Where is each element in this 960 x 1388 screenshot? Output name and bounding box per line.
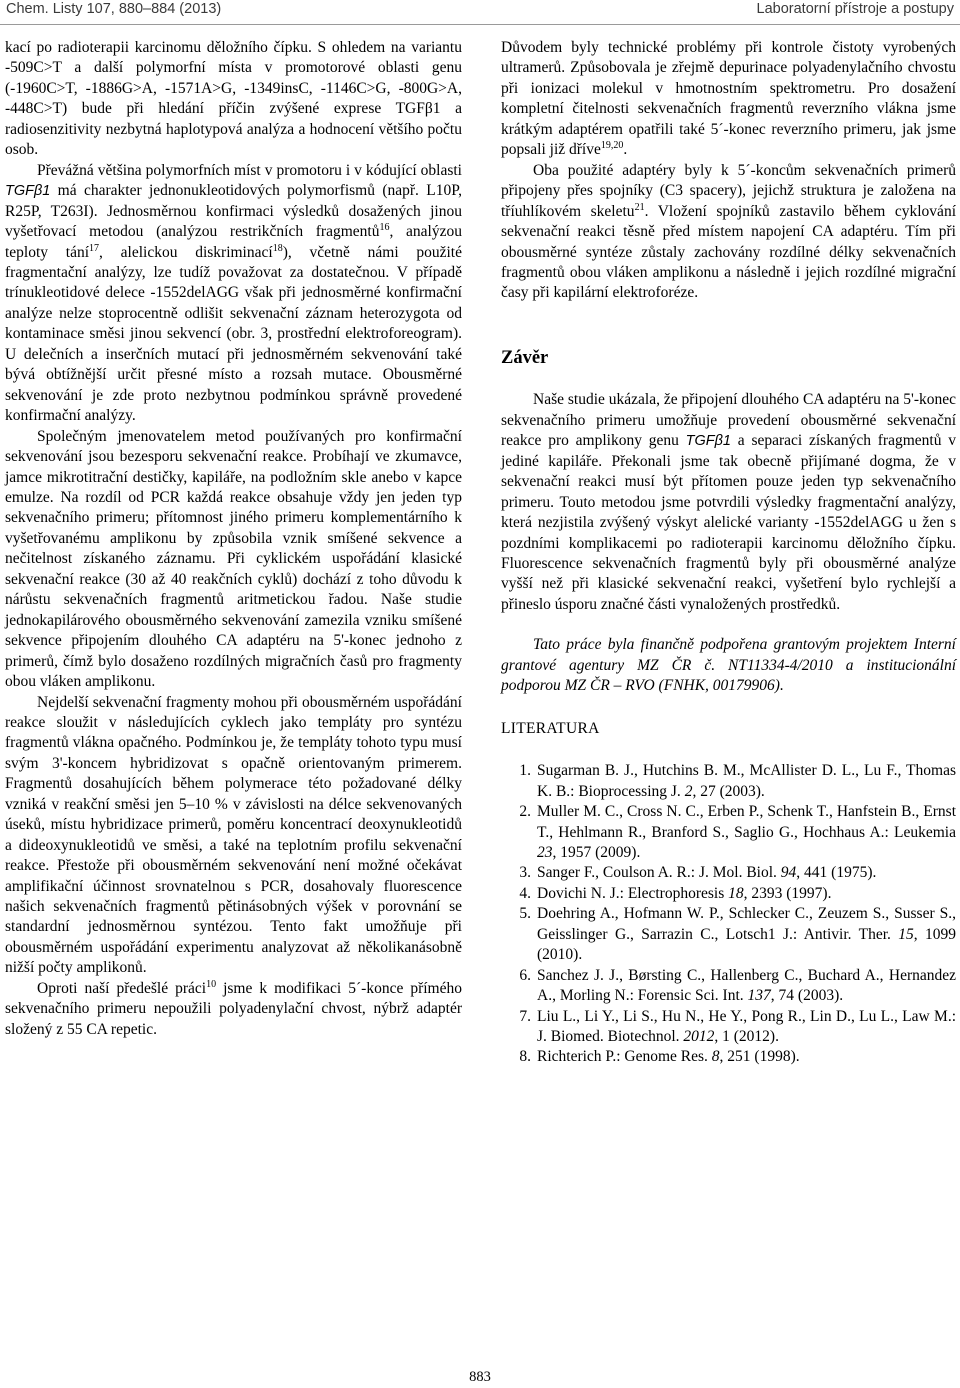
reference-item (501, 884, 956, 904)
citation-ref: 17 (89, 242, 100, 254)
reference-item (501, 1007, 956, 1048)
reference-pages-year: , 74 (2003). (770, 987, 844, 1005)
reference-number: 7. (519, 1007, 531, 1025)
reference-authors-journal: Sanger F., Coulson A. R.: J. Mol. Biol. (537, 864, 781, 882)
text-segment: a separaci získaných fragmentů v jediné kapiláře. Překonali jsme tak obecně přijímané dogma, že v sekvenační reakci musí být přítomen pouze jeden typ sekvenačního primeru. Touto metodou jsme potvrdili výsledky fragmentační analýzy, která nezjistila zvýšený výskyt alelické varianty -1552delAGG u žen s pozdními komplikacemi po radioterapii karcinomu děložního čípku. Fluorescence sekvenačních fragmentů byly při obousměrné analýze vyšší než při klasické sekvenační reakci, vyšetření bylo rychlejší a přineslo úsporu značné části vynaložených prostředků. (501, 432, 956, 613)
reference-authors-journal: Liu L., Li Y., Li S., Hu N., He Y., Pong R., Lin D., Lu L., Law M.: J. Biomed. Biotechnol. (537, 1007, 956, 1046)
reference-text (537, 884, 956, 904)
reference-volume: 18 (728, 884, 744, 902)
reference-number: 6. (519, 966, 531, 984)
paragraph-previous-work (5, 979, 462, 1040)
text-segment: Převážná většina polymorfních míst v promotoru i v kódující oblasti (37, 161, 462, 179)
reference-volume: 2 (684, 782, 693, 800)
paragraph-sequencing-reactions: Společným jmenovatelem metod používaných pro konfirmační sekvenování jsou bezesporu sekvenační reakce. Probíhají ve zkumavce, jamce mikrotitrační destičky, kapiláře, na podložním skle anebo v kapce emulze. Na rozdíl od PCR každá reakce obsahuje vždy jen jeden typ sekvenačního primeru; přítomnost jiného primeru komplementárního k vyšetřovanému amplikonu by způsobila vznik smíšené sekvence a nečitelnost získaného záznamu. Při cyklickém uspořádání klasické sekvenační reakce (30 až 40 reakčních cyklů) dochází z toho důvodu k nárůstu sekvenačních fragmentů aritmetickou řadou. Naše studie jednokapilárového obousměrného sekvenování zamezila vzniku smíšené sekvence připojením dlouhého CA adaptéru na 5'-konec jednoho z primerů, čímž bylo dosaženo rozdílných migračních časů pro fragmenty obou vláken amplikonu. (5, 427, 462, 691)
reference-number: 1. (519, 762, 531, 780)
reference-volume: 15 (898, 925, 914, 943)
reference-number: 3. (519, 864, 531, 882)
reference-authors-journal: Sanchez J. J., Børsting C., Hallenberg C., Buchard A., Hernandez A., Morling N.: Forensic Sci. Int. (537, 966, 956, 1005)
paragraph-polymorphisms (5, 161, 462, 427)
citation-ref: 21 (634, 201, 645, 213)
text-segment: Oba použité adaptéry byly k 5´-koncům sekvenačních primerů připojeny přes spojníky (C3 spacery), jejichž struktura je založena na tříuhlíkovém skeletu (501, 161, 956, 220)
right-column (501, 38, 956, 1068)
reference-volume: 137 (747, 987, 771, 1005)
reference-volume: 8 (711, 1048, 720, 1066)
text-segment: Důvodem byly technické problémy při kontrole čistoty vyrobených ultramerů. Způsobovala je zřejmě depurinace polyadenylačního chvostu při ionizaci molekul v hmotnostním spektrometru. Pro dosažení kompletní čitelnosti sekvenačních fragmentů reverzního vlákna jsme krátkým adaptérem opatřili také 5´-konec reverzního primeru, jak jsme popsali již dříve (501, 39, 956, 159)
text-segment: Oproti naší předešlé práci (37, 979, 207, 997)
reference-number: 5. (519, 905, 531, 923)
paragraph-adapters (501, 161, 956, 304)
reference-item (501, 761, 956, 802)
left-column (5, 38, 462, 1040)
reference-pages-year: , 441 (1975). (796, 864, 877, 882)
reference-volume: 94 (780, 864, 797, 882)
reference-item (501, 802, 956, 863)
reference-list (501, 761, 956, 1068)
reference-authors-journal: Sugarman B. J., Hutchins B. M., McAllister D. L., Lu F., Thomas K. B.: Bioprocessing J. (537, 762, 956, 800)
running-header (0, 0, 960, 25)
text-segment: má charakter jednonukleotidových polymorfismů (např. L10P, R25P, T263I). Jednosměrnou konfirmaci výsledků dosažených jinou vyšetřovací metodou (analýzou restrikčních fragmentů (5, 182, 462, 241)
text-segment: Naše studie ukázala, že připojení dlouhého CA adaptéru na 5'-konec sekvenačního primeru umožňuje provedení obousměrné sekvenační reakce pro amplikony genu (501, 391, 956, 450)
reference-pages-year: , 2393 (1997). (743, 884, 832, 902)
reference-item (501, 966, 956, 1007)
paragraph-promoter-variants: kací po radioterapii karcinomu děložního čípku. S ohledem na variantu -509C>T a další polymorfní místa v promotorové oblasti genu (-1960C>T, -1886G>A, -1571A>G, -1349insC, -1146C>G, -800G>A, -448C>T) bude při hledání příčin zvýšené exprese TGFβ1 a radiosenzitivity nezbytná haplotypová analýza a hodnocení většího počtu osob. (5, 39, 462, 159)
reference-number: 4. (519, 884, 531, 902)
reference-text (537, 1007, 956, 1048)
reference-pages-year: , 251 (1998). (719, 1048, 800, 1066)
citation-ref: 16 (379, 222, 390, 234)
reference-volume: 23 (537, 843, 553, 861)
section-title: Laboratorní přístroje a postupy (756, 1, 954, 17)
reference-text (537, 966, 956, 1007)
reference-pages-year: , 1957 (2009). (552, 843, 641, 861)
citation-ref: 18 (272, 242, 283, 254)
text-segment: , analýzou teploty tání (5, 223, 462, 261)
reference-text (537, 761, 956, 802)
text-segment: jsme k modifikaci 5´-konce přímého sekvenačního primeru nepoužili polyadenylační chvost, nýbrž adaptér složený z 55 CA repetic. (5, 979, 462, 1038)
literature-heading: LITERATURA (501, 719, 600, 737)
conclusion-heading: Závěr (501, 347, 549, 368)
citation-ref: 10 (206, 978, 217, 990)
reference-authors-journal: Richterich P.: Genome Res. (537, 1048, 712, 1066)
reference-authors-journal: Muller M. C., Cross N. C., Erben P., Schenk T., Hanfstein B., Ernst T., Hehlmann R., Branford S., Saglio G., Hochhaus A.: Leukemia (537, 803, 956, 841)
text-segment: , alelickou diskriminací (99, 243, 273, 261)
paragraph-longest-fragments: Nejdelší sekvenační fragmenty mohou při obousměrném uspořádání reakce sloužit v následujících cyklech jako templáty pro syntézu fragmentů vlákna opačného. Podmínkou je, že templáty tohoto typu musí svým 3'-koncem hybridizovat s opačně orientovaným primerem. Fragmentů dosahujících během polymerace této požadované délky vzniká v reakční směsi jen 5–10 % v závislosti na délce sekvenovaných úseků, místu hybridizace primerů, poměru koncentrací deoxynukleotidů a dideoxynukleotidů ve směsi, a také na teplotním profilu sekvenační reakce. Přestože při obousměrném sekvenování není možné očekávat amplifikační účinnost srovnatelnou s PCR, dosahovaly fluorescence našich sekvenačních fragmentů pětinásobných výšek v porovnání se standardní jednosměrnou syntézou. Tento fakt umožňuje při obousměrném uspořádání experimentu analyzovat až několikanásobně nižší počty amplikonů. (5, 693, 462, 977)
reference-text (537, 904, 956, 965)
reference-item (501, 863, 956, 883)
reference-item (501, 904, 956, 965)
reference-pages-year: , 1 (2012). (714, 1028, 779, 1046)
text-segment: ), včetně námi použité fragmentační analýzy, lze tudíž považovat za dostatečnou. V případě trínukleotidové delece -1552delAGG však při jednosměrné konfirmační analýze nelze stoprocentně odlišit sekvenační záznam heterozygota od kontaminace směsi jinou sekvencí (obr. 3, prostřední elektroforeogram). U delečních a inserčních mutací při jednosměrném sekvenování také bývá obtížnější určit přesné místo a rozsah mutace. Obousměrné sekvenování je zde proto nezbytnou podmínkou správně provedené konfirmační analýzy. (5, 243, 462, 425)
reference-text (537, 1047, 956, 1067)
reference-pages-year: , 27 (2003). (692, 782, 765, 800)
acknowledgement (501, 635, 956, 696)
gene-name: TGFβ1 (685, 433, 731, 450)
reference-volume: 2012 (683, 1028, 715, 1046)
text-segment: . Vložení spojníků zastavilo během cyklování sekvenační reakci těsně před místem napojení CA adaptéru. Tím při obousměrné syntéze zůstaly zachovány rozdílné délky sekvenačních fragmentů obou vláken amplikonu a následně i jejich rozdílné migrační časy při kapilární elektroforéze. (501, 202, 956, 302)
reference-number: 8. (519, 1048, 531, 1066)
reference-authors-journal: Doehring A., Hofmann W. P., Schlecker C., Zeuzem S., Susser S., Geisslinger G., Sarrazin C., Lotsch1 J.: Antivir. Ther. (537, 905, 956, 943)
reference-item (501, 1047, 956, 1067)
paragraph-conclusion (501, 390, 956, 615)
acknowledgement-text: Tato práce byla finančně podpořena grantovým projektem Interní grantové agentury MZ ČR č. NT11334-4/2010 a institucionální podporou MZ ČR – RVO (FNHK, 00179906). (501, 636, 956, 695)
reference-text (537, 802, 956, 863)
journal-citation: Chem. Listy 107, 880–884 (2013) (6, 1, 222, 17)
page-number: 883 (469, 1369, 491, 1385)
reference-pages-year: , 1099 (2010). (537, 925, 957, 964)
reference-text (537, 863, 956, 883)
paragraph-technical-problems (501, 38, 956, 161)
gene-name: TGFβ1 (5, 183, 51, 200)
text-segment: . (623, 141, 628, 159)
citation-ref: 19,20 (600, 140, 624, 152)
reference-number: 2. (519, 803, 531, 821)
reference-authors-journal: Dovichi N. J.: Electrophoresis (537, 884, 729, 902)
